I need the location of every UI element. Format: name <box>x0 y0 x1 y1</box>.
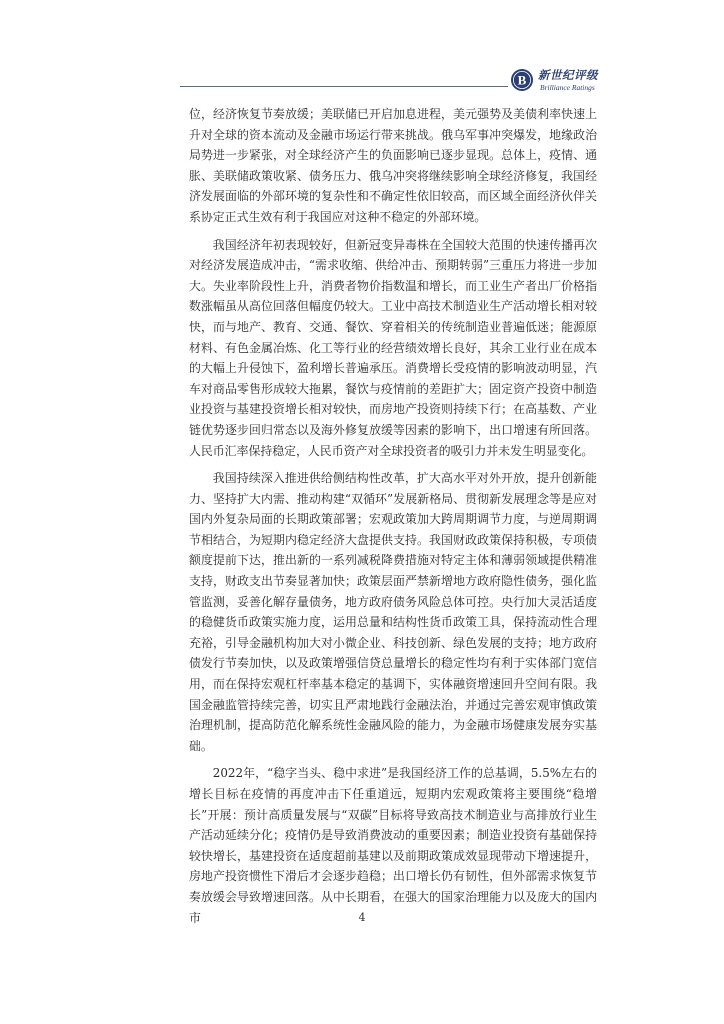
page-number: 4 <box>358 911 366 924</box>
logo-english-name: Brilliance Ratings <box>540 83 595 92</box>
document-body <box>189 104 597 935</box>
header-rule <box>180 86 508 87</box>
logo-letter: B <box>517 72 527 88</box>
paragraph-1: 位，经济恢复节奏放缓；美联储已开启加息进程，美元强势及美债利率快速上升对全球的资本流动及金融市场运行带来挑战。俄乌军事冲突爆发，地缘政治局势进一步紧张，对全球经济产生的负面影响已逐步显现。总体上，疫情、通胀、美联储政策收紧、债务压力、俄乌冲突将继续影响全球经济修复，我国经济发展面临的外部环境的复杂性和不确定性依旧较高，而区域全面经济伙伴关系协定正式生效有利于我国应对这种不稳定的外部环境。 <box>189 107 597 224</box>
brilliance-logo-icon <box>510 68 534 92</box>
paragraph-2: 我国经济年初表现较好，但新冠变异毒株在全国较大范围的快速传播再次对经济发展造成冲击，“需求收缩、供给冲击、预期转弱”三重压力将进一步加大。失业率阶段性上升，消费者物价指数温和增长，而工业生产者出厂价格指数涨幅虽从高位回落但幅度仍较大。工业中高技术制造业生产活动增长相对较快，而与地产、教育、交通、餐饮、穿着相关的传统制造业普遍低迷；能源原材料、有色金属冶炼、化工等行业的经营绩效增长良好，其余工业行业在成本的大幅上升侵蚀下，盈利增长普遍承压。消费增长受疫情的影响波动明显，汽车对商品零售形成较大拖累，餐饮与疫情前的差距扩大；固定资产投资中制造业投资与基建投资增长相对较快，而房地产投资则持续下行；在高基数、产业链优势逐步回归常态以及海外修复放缓等因素的影响下，出口增速有所回落。人民币汇率保持稳定，人民币资产对全球投资者的吸引力并未发生明显变化。 <box>189 237 597 458</box>
paragraph-3: 我国持续深入推进供给侧结构性改革，扩大高水平对外开放，提升创新能力、坚持扩大内需、推动构建“双循环”发展新格局、贯彻新发展理念等是应对国内外复杂局面的长期政策部署；宏观政策加大跨周期调节力度，与逆周期调节相结合，为短期内稳定经济大盘提供支持。我国财政政策保持积极，专项债额度提前下达，推出新的一系列减税降费措施对特定主体和薄弱领域提供精准支持，财政支出节奏显著加快；政策层面严禁新增地方政府隐性债务，强化监管监测，妥善化解存量债务，地方政府债务风险总体可控。央行加大灵活适度的稳健货币政策实施力度，运用总量和结构性货币政策工具，保持流动性合理充裕，引导金融机构加大对小微企业、科技创新、绿色发展的支持；地方政府债发行节奏加快，以及政策增强信贷总量增长的稳定性均有利于实体部门宽信用，而在保持宏观杠杆率基本稳定的基调下，实体融资增速回升空间有限。我国金融监管持续完善，切实且严肃地践行金融法治，并通过完善宏观审慎政策治理机制，提高防范化解系统性金融风险的能力，为金融市场健康发展夯实基础。 <box>189 471 597 753</box>
company-logo <box>510 66 630 102</box>
logo-chinese-name: 新世纪评级 <box>538 68 598 82</box>
paragraph-4: 2022年，“稳字当头、稳中求进”是我国经济工作的总基调，5.5%左右的增长目标在疫情的再度冲击下任重道远，短期内宏观政策将主要围绕“稳增长”开展：预计高质量发展与“双碳”目标将导致高技术制造业与高排放行业生产活动延续分化；疫情仍是导致消费波动的重要因素；制造业投资有基础保持较快增长，基建投资在适度超前基建以及前期政策成效显现带动下增速提升，房地产投资惯性下滑后才会逐步趋稳；出口增长仍有韧性，但外部需求恢复节奏放缓会导致增速回落。从中长期看，在强大的国家治理能力以及庞大的国内市 <box>189 766 597 925</box>
